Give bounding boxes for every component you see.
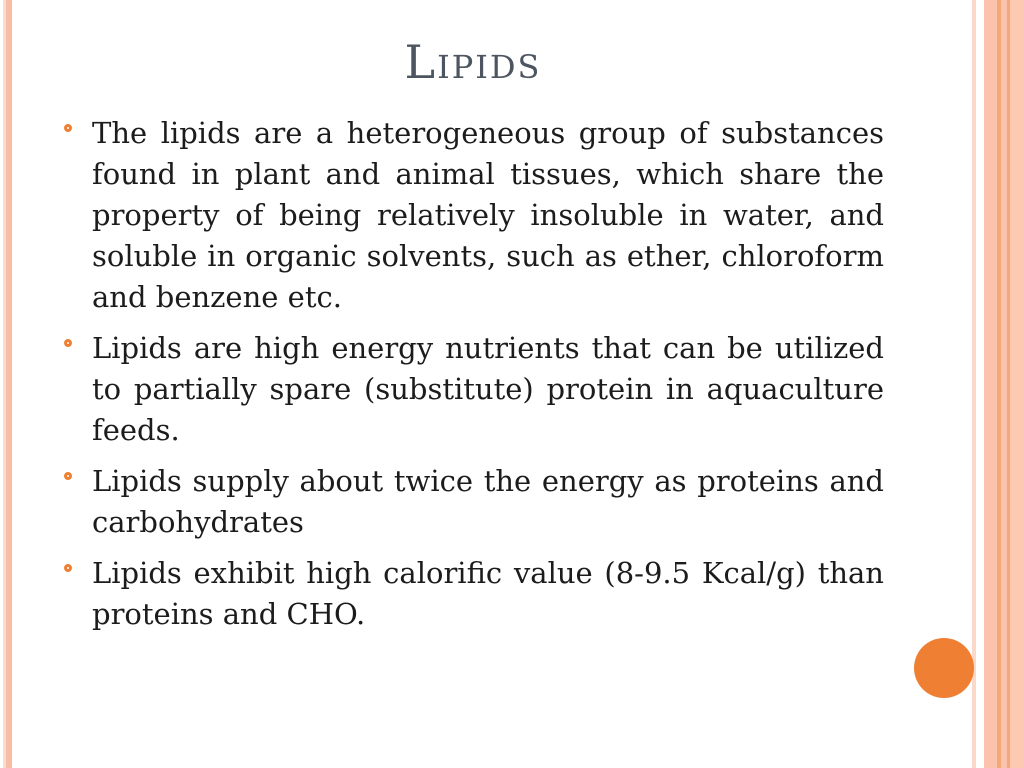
bullet-item-1 — [62, 113, 884, 318]
bullet-text-2: Lipids are high energy nutrients that can be utilized to partially spare (substitute) protein in aquaculture feeds. — [92, 330, 884, 447]
orange-circle-decoration — [914, 638, 974, 698]
bullet-text-4: Lipids exhibit high calorific value (8-9.5 Kcal/g) than proteins and CHO. — [92, 555, 884, 631]
right-edge-stripes — [972, 0, 1024, 768]
right-stripe-2 — [984, 0, 997, 768]
bullet-item-4 — [62, 553, 884, 635]
bullet-text-1: The lipids are a heterogeneous group of substances found in plant and animal tissues, which share the property of being relatively insoluble in water, and soluble in organic solvents, such as ether, chloroform and benzene etc. — [92, 115, 884, 314]
bullet-list — [62, 113, 884, 635]
left-edge-stripe — [0, 0, 12, 768]
right-stripe-salmon-band — [1010, 0, 1024, 768]
bullet-ring-icon — [64, 564, 72, 572]
bullet-text-3: Lipids supply about twice the energy as proteins and carbohydrates — [92, 463, 884, 539]
slide-content — [62, 36, 884, 645]
bullet-item-3 — [62, 461, 884, 543]
right-stripe-gap — [976, 0, 984, 768]
left-stripe-salmon-band — [6, 0, 12, 768]
slide-title: Lipids — [404, 35, 542, 89]
bullet-ring-icon — [64, 124, 72, 132]
bullet-ring-icon — [64, 339, 72, 347]
bullet-item-2 — [62, 328, 884, 451]
bullet-ring-icon — [64, 472, 72, 480]
